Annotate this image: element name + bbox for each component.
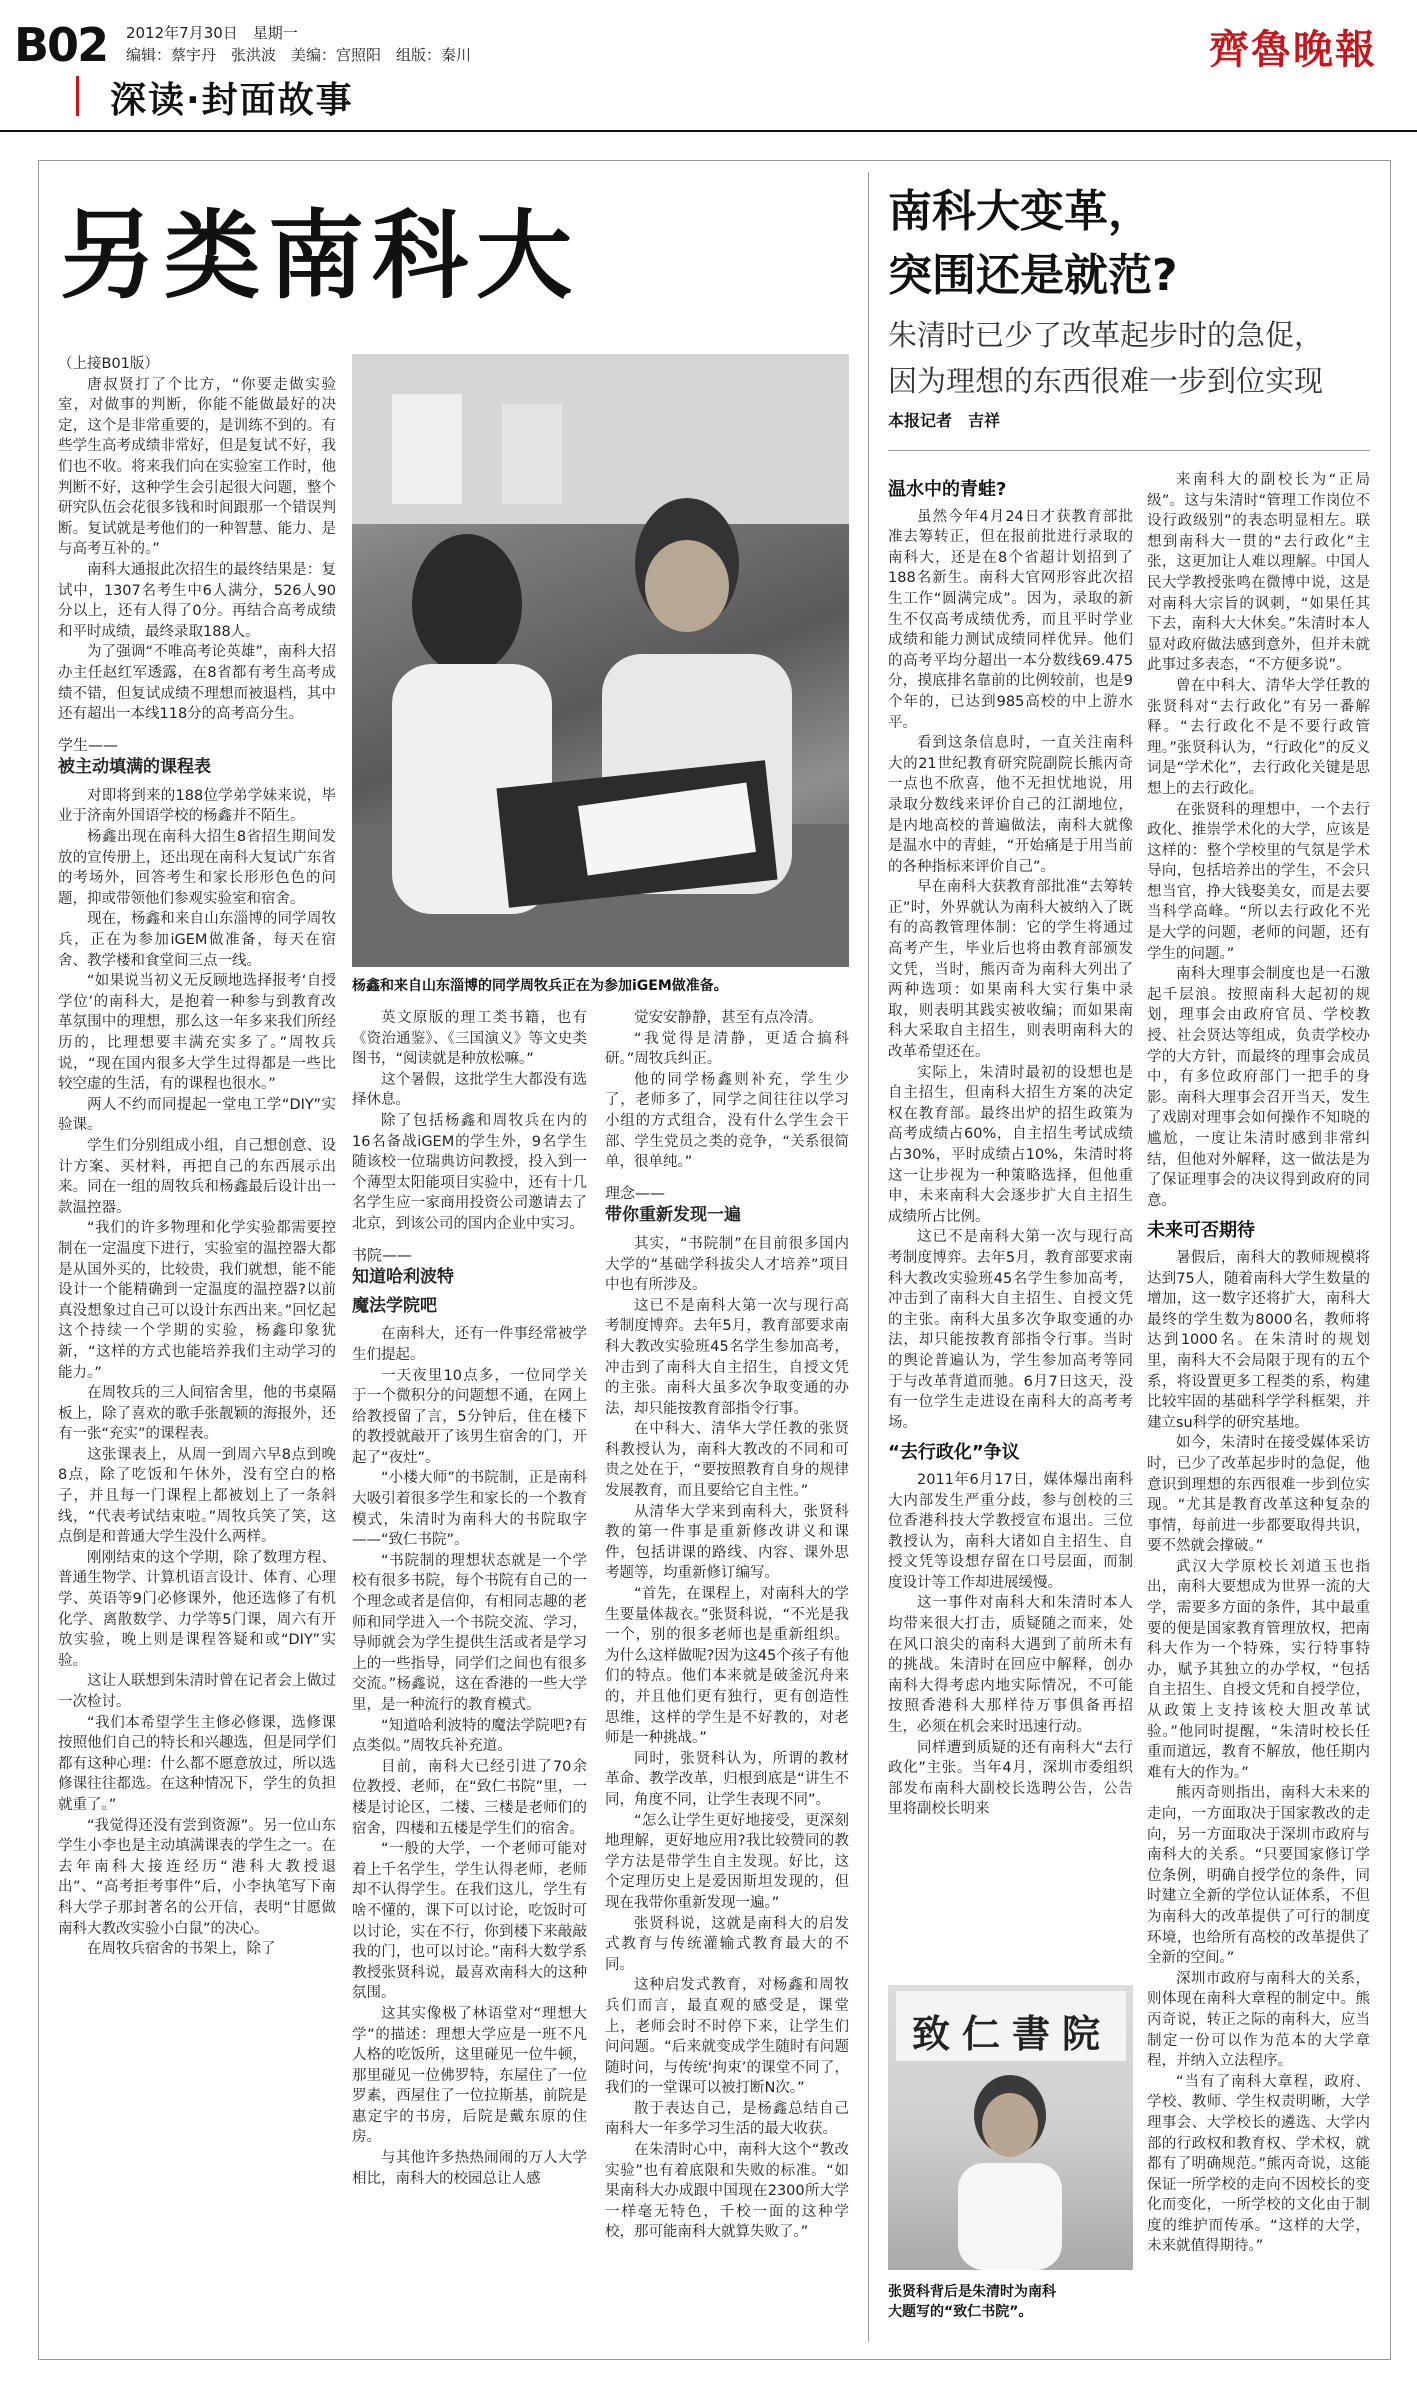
paragraph: 目前，南科大已经引进了70余位教授、老师，在“致仁书院”里，一楼是讨论区，二楼、三楼是老师们的宿舍，四楼和五楼是学生们的宿舍。: [352, 1758, 587, 1837]
paragraph: 武汉大学原校长刘道玉也指出，南科大要想成为世界一流的大学，需要多方面的条件，其中最重要的便是国家教育管理放权，把南科大作为一个特殊，实行特事特办，赋予其独立的办学权，“包括自主招生、自授文凭和自授学位，从政策上支持该校大胆改革试验。”他同时提醒，“朱清时校长任重而道远，教育不解放，他任期内难有大的作为。”: [1147, 1558, 1370, 1781]
paragraph: 曾在中科大、清华大学任教的张贤科对“去行政化”有另一番解释。“去行政化不是不要行政管理。”张贤科认为，“行政化”的反义词是“学术化”，去行政化关键是思想上的去行政化。: [1147, 677, 1370, 797]
paragraph: 同样遭到质疑的还有南科大“去行政化”主张。当年4月，深圳市委组织部发布南科大副校长选聘公告，公告里将副校长明来: [888, 1739, 1133, 1818]
paragraph: 这让人联想到朱清时曾在记者会上做过一次检讨。: [58, 1673, 336, 1710]
paragraph: 2011年6月17日，媒体爆出南科大内部发生严重分歧，参与创校的三位香港科技大学教授宣布退出。三位教授认为，南科大诸如自主招生、自授文凭等设想存留在口号层面，而制度设计等工作却进展缓慢。: [888, 1471, 1133, 1591]
paragraph: 张贤科说，这就是南科大的启发式教育与传统灌输式教育最大的不同。: [605, 1915, 849, 1973]
paragraph: 南科大理事会制度也是一石激起千层浪。按照南科大起初的规划，理事会由政府官员、学校教授、社会贤达等组成，负责学校办学的大方针，而最终的理事会成员中，有多位政府部门一把手的身影。南科大理事会召开当天，发生了戏剧对理事会如何操作不知晓的尴尬，一度让朱清时感到非常纠结，但他对外解释，这一做法是为了保证理事会的决议得到政府的同意。: [1147, 966, 1370, 1209]
editor-credits: 编辑：蔡宇丹 张洪波 美编：宫照阳 组版：秦川: [126, 46, 472, 64]
paragraph: “我们本希望学生主修必修课，选修课按照他们自己的特长和兴趣选，但是同学们都有这种心理：什么都不愿意放过，所以选修课往往都选。在这种情况下，学生的负担就重了。”: [58, 1714, 336, 1813]
paragraph: “小楼大师”的书院制，正是南科大吸引着很多学生和家长的一个教育模式，朱清时为南科大的书院取字——“致仁书院”。: [352, 1470, 587, 1549]
paragraph: 对即将到来的188位学弟学妹来说，毕业于济南外国语学校的杨鑫并不陌生。: [58, 787, 336, 825]
photo-caption: 杨鑫和来自山东淄博的同学周牧兵正在为参加iGEM做准备。: [352, 978, 728, 994]
paragraph: “如果说当初义无反顾地选择报考‘自授学位’的南科大，是抱着一种参与到教育改革氛围中的理想，那么这一年多来我们所经历的，比理想要丰满充实多了。”周牧兵说，“现在国内很多大学生过得都是一些比较空虚的生活，有的课程也很水。”: [58, 973, 336, 1093]
paragraph: 这张课表上，从周一到周六早8点到晚8点，除了吃饭和午休外，没有空白的格子，并且每一门课程上都被划上了一条斜线，“代表考试结束啦。”周牧兵笑了笑，这点倒是和普通大学生没什么两样。: [58, 1446, 336, 1546]
paragraph: 这已不是南科大第一次与现行高考制度博弈。去年5月，教育部要求南科大教改实验班45名学生参加高考，冲击到了南科大自主招生、自授文凭的主张。南科大虽多次争取变通的办法，却只能按教育部指令行事。当时的舆论普遍认为，学生参加高考等同于与改革背道而驰。6月7日这天，没有一位学生走进设在南科大的高考考场。: [888, 1229, 1133, 1431]
section-title: 深读·封面故事: [110, 80, 354, 121]
paragraph: 除了包括杨鑫和周牧兵在内的16名备战iGEM的学生外，9名学生随该校一位瑞典访问教授，投入到一个薄型太阳能项目实验中，还有十几名学生应一家商用投资公司邀请去了北京，到该公司的国内企业中实习。: [352, 1112, 587, 1232]
subheading: 被主动填满的课程表: [58, 757, 211, 778]
paragraph: 一天夜里10点多，一位同学关于一个微积分的问题想不通，在网上给教授留了言，5分钟后，住在楼下的教授就敲开了该男生宿舍的门，开起了“夜灶”。: [352, 1367, 587, 1466]
paragraph: 来南科大的副校长为“正局级”。这与朱清时“管理工作岗位不设行政级别”的表态明显相左。联想到南科大一贯的“去行政化”主张，这更加让人难以理解。中国人民大学教授张鸣在微博中说，这是对南科大宗旨的讽刺，“如果任其下去，南科大大休矣。”朱清时本人显对政府做法感到意外，但并未就此事过多表态，“不方便多说”。: [1147, 472, 1370, 674]
subheading: 带你重新发现一遍: [605, 1205, 741, 1226]
paragraph: 如今，朱清时在接受媒体采访时，已少了改革起步时的急促，他意识到理想的东西很难一步到位实现。“尤其是教育改革这种复杂的事情，每前进一步都要取得共识，要不然就会撑破。”: [1147, 1435, 1370, 1555]
main-column-3: [605, 1008, 849, 2349]
professor-caption-line2: 大题写的“致仁书院”。: [888, 2304, 1033, 2320]
continuation-ref: （上接B01版）: [58, 356, 159, 372]
paragraph: 在周牧兵宿舍的书架上，除了: [87, 1941, 276, 1958]
paragraph: 杨鑫出现在南科大招生8省招生期间发放的宣传册上，还出现在南科大复试广东省的考场外，回答考生和家长形形色色的问题，抑或带领他们参观实验室和宿舍。: [58, 829, 336, 907]
paragraph: “我觉得还没有尝到资源”。另一位山东学生小李也是主动填满课表的学生之一。在去年南科大接连经历“港科大教授退出”、“高考拒考事件”后，小李执笔写下南科大学子那封著名的公开信，表明“甘愿做南科大教改实验小白鼠”的决心。: [58, 1817, 336, 1937]
header-rule: [0, 130, 1417, 132]
paragraph: “一般的大学，一个老师可能对着上千名学生，学生认得老师，老师却不认得学生。在我们这儿，学生有啥不懂的，课下可以讨论，吃饭时可以讨论，实在不行，你到楼下来敲敲我的门，也可以讨论。”南科大数学系教授张贤科说，最喜欢南科大的这种氛围。: [352, 1841, 587, 2002]
subheading: 魔法学院吧: [352, 1295, 437, 1316]
paragraph: 早在南科大获教育部批准“去筹转正”时，外界就认为南科大被纳入了既有的高教管理体制：它的学生将通过高考产生，毕业后也将由教育部颁发文凭，当时，熊丙奇为南科大列出了两种选项：如果南科大实行集中录取，则表明其践实被收编；而如果南科大采取自主招生，则表明南科大的改革希望还在。: [888, 879, 1133, 1061]
paragraph: “我们的许多物理和化学实验都需要控制在一定温度下进行，实验室的温控器大都是从国外买的，比较贵，我们就想，能不能设计一个能精确到一定温度的温控器?以前真没想象过自己可以设计东西出来。”回忆起这个持续一个学期的实验，杨鑫印象犹新，“这样的方式也能培养我们主动学习的能力。”: [58, 1220, 336, 1381]
paragraph: “我觉得是清静，更适合搞科研。”周牧兵纠正。: [605, 1030, 849, 1068]
right-headline-line1: 南科大变革，: [888, 186, 1152, 237]
kicker: 书院——: [352, 1245, 413, 1264]
kicker: 学生——: [58, 735, 119, 754]
paragraph: 英文原版的理工类书籍，也有《资治通鉴》、《三国演义》等文史类图书，“阅读就是种放松嘛。”: [352, 1010, 587, 1068]
paragraph: 在张贤科的理想中，一个去行政化、推崇学术化的大学，应该是这样的：整个学校里的气氛是学术导向，包括培养出的学生，不会只想当官，挣大钱娶美女，而是去要当科学高峰。“所以去行政化不光是大学的问题，老师的问题，还有学生的问题。”: [1147, 801, 1370, 962]
right-sub-line2: 因为理想的东西很难一步到位实现: [888, 364, 1324, 398]
paragraph: 刚刚结束的这个学期，除了数理方程、普通生物学、计算机语言设计、体育、心理学、英语等9门必修课外，他还选修了有机化学、离散数学、力学等5门课，周六有开放实验，晚上则是课程答疑和或“DIY”实验。: [58, 1549, 336, 1669]
plaque-calligraphy: 致仁書院: [896, 1991, 1126, 2061]
subheading: 温水中的青蛙?: [888, 479, 1007, 500]
paragraph: 与其他许多热热闹闹的万人大学相比，南科大的校园总让人感: [352, 2150, 587, 2187]
paragraph: 这已不是南科大第一次与现行高考制度博弈。去年5月，教育部要求南科大教改实验班45名学生参加高考，冲击到了南科大自主招生，自授文凭的主张。南科大虽多次争取变通的办法，却只能按教育部指令行事。: [605, 1297, 849, 1417]
paragraph: 从清华大学来到南科大，张贤科教的第一件事是重新修改讲义和课件，包括讲课的路线、内容、课外思考题等，均重新修订编写。: [605, 1503, 849, 1582]
paragraph: 暑假后，南科大的教师规模将达到75人，随着南科大学生数量的增加，这一数字还将扩大，南科大最终的学生数为8000名，教师将达到1000名。在朱清时的规划里，南科大不会局限于现有的五个系，将设置更多工程类的系，构建比较牢固的基础科学学科框架，并建立su科学的研究基地。: [1147, 1249, 1370, 1431]
paragraph: 在中科大、清华大学任教的张贤科教授认为，南科大教改的不同和可贵之处在于，“要按照教育自身的规律发展教育，而且要给它自主性。”: [605, 1421, 849, 1500]
right-subheadline: [888, 312, 1368, 404]
paragraph: 觉安安静静，甚至有点冷清。: [634, 1010, 823, 1026]
issue-meta: [126, 22, 471, 66]
paragraph: 这个暑假，这批学生大都没有选择休息。: [352, 1071, 587, 1109]
paragraph: 在周牧兵的三人间宿舍里，他的书桌隔板上，除了喜欢的歌手张靓颖的海报外，还有一张“充实”的课程表。: [58, 1385, 336, 1443]
paragraph: 在南科大，还有一件事经常被学生们提起。: [352, 1326, 587, 1363]
paragraph: 深圳市政府与南科大的关系，则体现在南科大章程的制定中。熊丙奇说，转正之际的南科大，应当制定一份可以作为范本的大学章程，并纳入立法程序。: [1147, 1970, 1370, 2070]
paragraph: 看到这条信息时，一直关注南科大的21世纪教育研究院副院长熊丙奇一点也不欣喜，他不无担忧地说，用录取分数线来评价自己的江湖地位，是内地高校的普遍做法，南科大就像是温水中的青蛙，“开始痛是于用当前的各种指标来评价自己”。: [888, 735, 1133, 875]
paragraph: 熊丙奇则指出，南科大未来的走向，一方面取决于国家教改的走向，另一方面取决于深圳市政府与南科大的关系。“只要国家修订学位条例，明确自授学位的条件，同时建立全新的学位认证体系，不但为南科大的改革提供了可行的制度环境，也给所有高校的改革提供了全新的空间。”: [1147, 1785, 1370, 1967]
right-headline-line2: 突围还是就范?: [888, 250, 1178, 301]
paragraph: 虽然今年4月24日才获教育部批准去筹转正，但在报前批进行录取的南科大，还是在8个省超计划招到了188名新生。南科大官网形容此次招生工作“圆满完成”。因为，录取的新生不仅高考成绩优秀，而且平时学业成绩和能力测试成绩同样优异。他们的高考平均分超出一本分数线69.475分，摸底排名靠前的比例较前，也是9个年的，已达到985高校的中上游水平。: [888, 508, 1133, 731]
section-marker: [76, 76, 79, 116]
professor-photo: [888, 1985, 1133, 2270]
paragraph: 其实，“书院制”在目前很多国内大学的“基础学科拔尖人才培养”项目中也有所涉及。: [605, 1235, 849, 1294]
paragraph: 现在，杨鑫和来自山东淄博的同学周牧兵，正在为参加iGEM做准备，每天在宿舍、教学楼和食堂间三点一线。: [58, 911, 336, 969]
paragraph: “知道哈利波特的魔法学院吧?有点类似。”周牧兵补充道。: [352, 1717, 587, 1755]
paragraph: 为了强调“不唯高考论英雄”，南科大招办主任赵红军透露，在8省都有考生高考成绩不错，但复试成绩不理想而被退档，其中还有超出一本线118分的高考高分生。: [58, 644, 336, 723]
paragraph: 这其实像极了林语堂对“理想大学”的描述：理想大学应是一班不凡人格的吃饭所，这里碰见一位牛顿，那里碰见一位佛罗特，东屋住了一位罗素，西屋住了一位拉斯基，前院是惠定宇的书房，后院是戴东原的住房。: [352, 2005, 587, 2146]
paragraph: “首先，在课程上，对南科大的学生要量体裁衣。”张贤科说，“不光是我一个，别的很多老师也是重新组织。为什么这样做呢?因为这45个孩子有他们的特点。他们本来就是破釜沉舟来的，并且他们更有独行，更有创造性思维，这样的学生是不好教的，对老师是一种挑战。”: [605, 1586, 849, 1747]
paragraph: “当有了南科大章程，政府、学校、教师、学生权责明晰，大学理事会、大学校长的遴选、大学内部的行政权和教育权、学术权，就都有了明确规范。”熊丙奇说，这能保证一所学校的走向不因校长的变化而变化，一所学校的文化由于制度的维护而传承。“这样的大学，未来就值得期待。”: [1147, 2073, 1370, 2255]
paragraph: 两人不约而同提起一堂电工学“DIY”实验课。: [58, 1096, 336, 1134]
paragraph: “怎么让学生更好地接受，更深刻地理解，更好地应用?我比较赞同的教学方法是带学生自主发现。好比，这个定理历史上是爱因斯坦发现的，但现在我带你重新发现一遍。”: [605, 1812, 849, 1911]
paragraph: 这一事件对南科大和朱清时本人均带来很大打击，质疑随之而来，处在风口浪尖的南科大遇到了前所未有的挑战。朱清时在回应中解释，创办南科大得考虑内地实际情况，不可能按照香港科大那样待万事俱备再招生，必须在机会来时迅速行动。: [888, 1595, 1133, 1736]
page-number: B02: [14, 18, 108, 72]
paragraph: 在朱清时心中，南科大这个“教改实验”也有着底限和失败的标准。“如果南科大办成跟中国现在2300所大学一样毫无特色，千校一面的这种学校，那可能南科大就算失败了。”: [605, 2142, 849, 2241]
subheading: “去行政化”争议: [888, 1442, 1020, 1464]
paragraph: 南科大通报此次招生的最终结果是：复试中，1307名考生中6人满分，526人90分以上，还有人得了0分。再结合高考成绩和平时成绩，最终录取188人。: [58, 561, 336, 640]
students-photo: [352, 354, 849, 967]
paragraph: 这种启发式教育，对杨鑫和周牧兵们而言，最直观的感受是，课堂上，老师会时不时停下来，让学生们问问题。“后来就变成学生随时有问题随时问，与传统‘拘束’的课堂不同了，我们的一堂课可以被打断N次。”: [605, 1977, 849, 2097]
professor-caption-line1: 张贤科背后是朱清时为南科: [888, 2284, 1056, 2300]
main-headline: 另类南科大: [60, 200, 580, 312]
subheading: 未来可否期待: [1147, 1220, 1255, 1242]
paragraph: 他的同学杨鑫则补充，学生少了，老师多了，同学之间往往以学习小组的方式组合，没有什么学生会干部、学生党员之类的竞争，“关系很简单，很单纯。”: [605, 1071, 849, 1171]
paragraph: 散于表达自己，是杨鑫总结自己南科大一年多学习生活的最大收获。: [605, 2100, 849, 2138]
main-column-2: [352, 1008, 587, 2349]
students-photo-art: [352, 354, 849, 967]
right-sub-line1: 朱清时已少了改革起步时的急促，: [888, 318, 1324, 352]
professor-figure: [888, 1985, 1133, 2270]
paragraph: 唐叔贤打了个比方，“你要走做实验室，对做事的判断，你能不能做最好的决定，这个是非常重要的，是训练不到的。有些学生高考成绩非常好，但是复试不好，我们也不收。将来我们向在实验室工作时，他判断不好，这种学生会引起很大问题，整个研究队伍会花很多钱和时间跟那一个错误判断。复试就是考他们的一种智慧、能力、是与高考互补的。”: [58, 376, 336, 558]
kicker: 理念——: [605, 1183, 666, 1202]
paragraph: 同时，张贤科认为，所谓的教材革命、教学改革，归根到底是“讲生不同，角度不同，让学生表现不同”。: [605, 1750, 849, 1808]
issue-date: 2012年7月30日 星期一: [126, 24, 298, 42]
paragraph: 实际上，朱清时最初的设想也是自主招生，但南科大招生方案的决定权在教育部。最终出炉的招生政策为高考成绩占60%，自主招生考试成绩占30%，平时成绩占10%，朱清时将这一让步视为一种策略选择，但他重申，未来南科大会逐步扩大自主招生成绩所占比例。: [888, 1064, 1133, 1225]
subheading: 知道哈利波特: [352, 1267, 454, 1288]
byline: 本报记者 吉祥: [888, 411, 1001, 430]
paragraph: 学生们分别组成小组，自己想创意、设计方案、买材料，再把自己的东西展示出来。同在一组的周牧兵和杨鑫最后设计出一款温控器。: [58, 1137, 336, 1216]
right-column-2: [1147, 470, 1370, 2349]
paragraph: “书院制的理想状态就是一个学校有很多书院，每个书院有自己的一个理念或者是信仰，有相同志趣的老师和同学进入一个书院交流、学习，导师就会为学生提供生活或者是学习上的一些指导，同学们之间也有很多交流。”杨鑫说，这在香港的一些大学里，是一种流行的教育模式。: [352, 1552, 587, 1713]
column-divider: [868, 172, 869, 2342]
newspaper-logo: 齊魯晚報: [1209, 26, 1377, 73]
right-headline: [888, 180, 1368, 308]
main-column-1: [58, 354, 336, 2349]
right-rule: [888, 450, 1370, 451]
right-column-1: [888, 470, 1133, 1977]
professor-caption: [888, 2282, 1133, 2322]
